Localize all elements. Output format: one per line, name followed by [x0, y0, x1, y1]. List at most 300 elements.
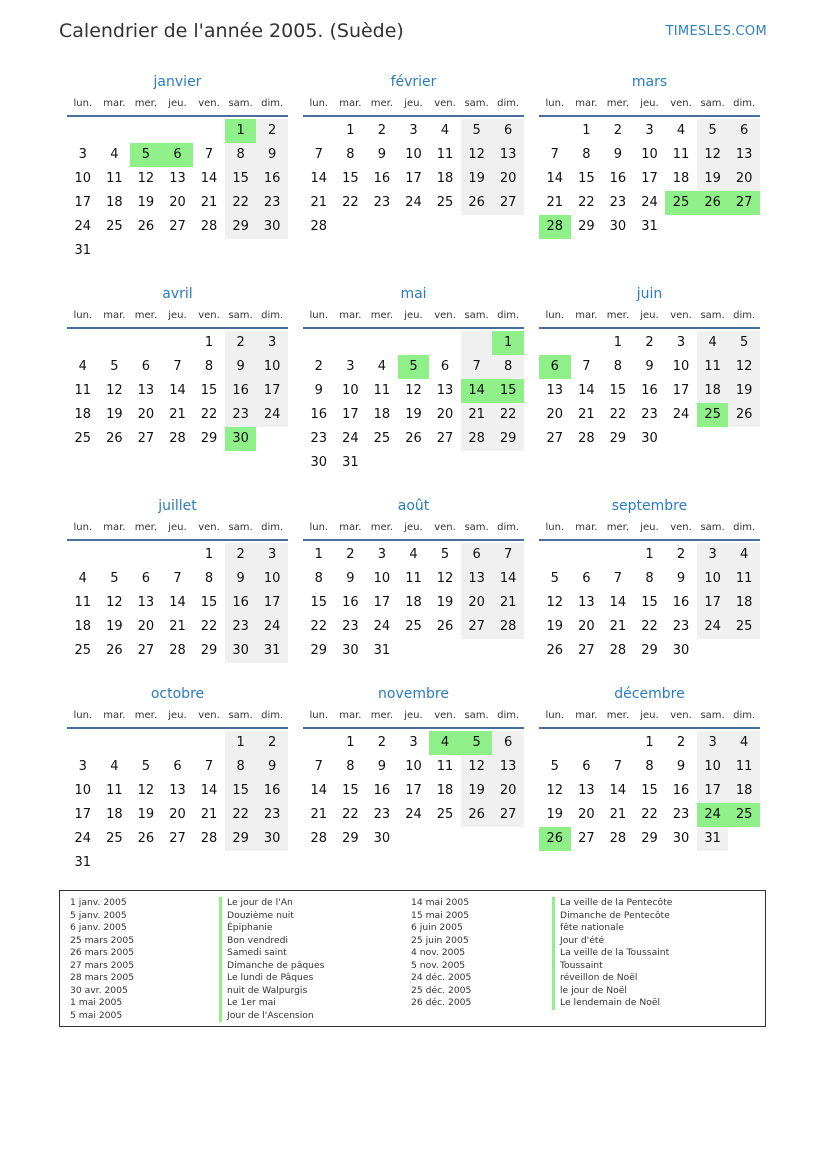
weekday-label: lun.	[309, 98, 329, 109]
day-cell: 17	[342, 407, 359, 422]
day-cell: 18	[405, 595, 422, 610]
day-cell: 21	[609, 619, 627, 634]
weekday-label: lun.	[545, 98, 565, 109]
day-cell: 12	[106, 383, 123, 398]
day-cell: 25	[405, 619, 422, 634]
weekday-label: mar.	[575, 522, 598, 533]
day-cell: 25	[74, 431, 92, 446]
day-cell: 27	[578, 643, 595, 658]
day-cell: 13	[578, 783, 595, 798]
day-cell: 17	[641, 171, 658, 186]
day-cell: 24	[697, 615, 729, 639]
day-cell: 3	[645, 123, 654, 138]
empty-cell	[193, 851, 225, 875]
day-cell: 2	[645, 335, 654, 350]
day-cell: 7	[582, 359, 591, 374]
legend-entry: 27 mars 2005	[70, 959, 135, 971]
legend-names-col1	[219, 897, 324, 1022]
day-cell: 16	[672, 783, 690, 798]
day-cell: 1	[645, 547, 654, 562]
day-cell: 3	[409, 735, 418, 750]
day-cell: 23	[373, 195, 391, 210]
day-cell: 31	[697, 827, 729, 851]
empty-cell	[99, 851, 131, 875]
day-cell: 25	[106, 219, 123, 234]
weekday-label: ven.	[670, 522, 692, 533]
empty-cell	[571, 331, 603, 355]
day-cell: 27	[728, 191, 760, 215]
day-cell: 27	[492, 803, 524, 827]
weekday-label: mar.	[339, 98, 362, 109]
day-cell: 23	[225, 615, 257, 639]
legend-names-col2	[552, 897, 672, 1010]
day-cell: 16	[225, 591, 257, 615]
day-cell: 29	[492, 427, 524, 451]
day-cell: 12	[546, 595, 564, 610]
weekday-label: dim.	[733, 310, 756, 321]
legend-entry: 5 nov. 2005	[411, 959, 466, 971]
day-cell: 6	[492, 119, 524, 143]
day-cell: 6	[582, 759, 591, 774]
day-cell: 26	[697, 191, 729, 215]
weekday-label: ven.	[670, 710, 692, 721]
legend-entry: 14 mai 2005	[411, 897, 470, 908]
day-cell: 7	[173, 359, 182, 374]
day-cell: 20	[578, 807, 595, 822]
day-cell: 23	[672, 807, 690, 822]
day-cell: 17	[256, 379, 288, 403]
day-cell: 30	[342, 643, 359, 658]
day-cell: 27	[492, 191, 524, 215]
day-cell: 20	[169, 195, 186, 210]
day-cell: 31	[74, 243, 92, 258]
legend-dates-col1	[70, 897, 134, 1022]
month-2	[539, 72, 760, 239]
empty-cell	[256, 427, 288, 451]
day-cell: 13	[546, 383, 564, 398]
weekday-label: lun.	[73, 710, 93, 721]
day-cell: 29	[609, 431, 627, 446]
day-grid	[303, 731, 524, 851]
day-cell: 7	[492, 543, 524, 567]
day-cell: 28	[461, 427, 493, 451]
legend-entry: Douzième nuit	[219, 910, 324, 923]
day-cell: 20	[728, 167, 760, 191]
empty-cell	[225, 239, 257, 263]
day-cell: 12	[728, 355, 760, 379]
day-cell: 26	[728, 403, 760, 427]
day-cell: 5	[130, 143, 162, 167]
day-cell: 19	[461, 167, 493, 191]
empty-cell	[398, 215, 430, 239]
day-cell: 2	[676, 735, 686, 750]
day-cell: 28	[539, 215, 571, 239]
empty-cell	[303, 731, 335, 755]
weekday-label: ven.	[670, 98, 692, 109]
day-cell: 12	[137, 783, 155, 798]
day-cell: 9	[676, 571, 686, 586]
day-cell: 31	[342, 455, 359, 470]
empty-cell	[571, 731, 603, 755]
day-cell: 26	[106, 643, 123, 658]
weekday-label: mar.	[575, 98, 598, 109]
weekday-label: lun.	[309, 710, 329, 721]
day-cell: 4	[78, 359, 87, 374]
legend-entry: 6 janv. 2005	[70, 922, 127, 933]
empty-cell	[335, 331, 367, 355]
empty-cell	[67, 543, 99, 567]
empty-cell	[728, 827, 760, 851]
day-cell: 28	[169, 643, 186, 658]
weekday-label: jeu.	[404, 98, 423, 109]
weekday-label: sam.	[228, 310, 253, 321]
day-cell: 22	[200, 619, 218, 634]
day-cell: 26	[436, 619, 454, 634]
day-cell: 4	[78, 571, 87, 586]
legend-entry: 26 mars 2005	[70, 947, 135, 958]
weekday-label: mar.	[575, 710, 598, 721]
weekday-label: sam.	[464, 522, 489, 533]
day-cell: 7	[550, 147, 559, 162]
day-cell: 13	[578, 595, 595, 610]
day-cell: 29	[641, 831, 658, 846]
empty-cell	[162, 331, 194, 355]
weekday-header	[303, 97, 524, 117]
day-cell: 24	[373, 619, 391, 634]
empty-cell	[130, 119, 162, 143]
day-cell: 18	[373, 407, 391, 422]
day-cell: 10	[342, 383, 359, 398]
day-cell: 16	[342, 595, 359, 610]
day-grid	[303, 543, 524, 663]
legend-entry: La veille de la Toussaint	[552, 947, 672, 960]
day-cell: 27	[546, 431, 564, 446]
month-11	[539, 684, 760, 851]
day-cell: 30	[641, 431, 658, 446]
month-name: mai	[400, 286, 427, 302]
day-cell: 13	[492, 755, 524, 779]
weekday-label: mer.	[370, 310, 394, 321]
weekday-label: mer.	[606, 522, 630, 533]
empty-cell	[398, 827, 430, 851]
day-cell: 22	[492, 403, 524, 427]
legend-entry: 25 déc. 2005	[411, 984, 472, 996]
day-cell: 5	[550, 571, 559, 586]
legend-entry: Jour d'été	[552, 935, 672, 948]
day-cell: 3	[256, 331, 288, 355]
day-cell: 29	[578, 219, 595, 234]
day-grid	[539, 119, 760, 239]
holiday-legend	[59, 890, 766, 1027]
day-cell: 18	[106, 195, 123, 210]
weekday-label: sam.	[228, 710, 253, 721]
day-cell: 24	[256, 615, 288, 639]
day-cell: 2	[256, 731, 288, 755]
day-cell: 9	[314, 383, 323, 398]
day-cell: 18	[106, 807, 123, 822]
day-cell: 27	[169, 219, 186, 234]
day-cell: 28	[200, 831, 218, 846]
day-cell: 22	[641, 807, 658, 822]
weekday-label: dim.	[733, 710, 756, 721]
weekday-label: lun.	[545, 522, 565, 533]
day-cell: 20	[436, 407, 454, 422]
day-cell: 26	[461, 191, 493, 215]
day-cell: 5	[550, 759, 559, 774]
day-cell: 10	[405, 147, 422, 162]
day-cell: 16	[256, 779, 288, 803]
day-cell: 19	[461, 779, 493, 803]
empty-cell	[225, 851, 257, 875]
empty-cell	[256, 239, 288, 263]
day-cell: 11	[728, 755, 760, 779]
day-cell: 24	[256, 403, 288, 427]
weekday-label: mer.	[606, 710, 630, 721]
day-cell: 2	[225, 543, 257, 567]
weekday-label: mer.	[370, 522, 394, 533]
empty-cell	[162, 119, 194, 143]
day-cell: 29	[310, 643, 328, 658]
empty-cell	[429, 215, 461, 239]
weekday-label: mer.	[134, 310, 158, 321]
day-cell: 14	[609, 783, 627, 798]
day-cell: 23	[672, 619, 690, 634]
day-cell: 7	[314, 147, 323, 162]
month-5	[539, 284, 760, 451]
month-4	[303, 284, 524, 475]
weekday-label: jeu.	[640, 98, 659, 109]
day-cell: 22	[342, 807, 359, 822]
day-cell: 14	[310, 783, 328, 798]
day-cell: 29	[225, 827, 257, 851]
day-cell: 24	[405, 195, 422, 210]
day-cell: 13	[169, 171, 186, 186]
day-cell: 13	[728, 143, 760, 167]
weekday-label: mar.	[339, 522, 362, 533]
weekday-header	[303, 709, 524, 729]
day-cell: 11	[74, 595, 92, 610]
weekday-label: lun.	[545, 310, 565, 321]
weekday-label: lun.	[73, 522, 93, 533]
day-cell: 19	[405, 407, 422, 422]
day-cell: 21	[200, 195, 218, 210]
empty-cell	[539, 331, 571, 355]
month-7	[303, 496, 524, 663]
day-cell: 20	[546, 407, 564, 422]
day-cell: 16	[310, 407, 328, 422]
day-cell: 13	[436, 383, 454, 398]
day-cell: 22	[578, 195, 595, 210]
brand-link[interactable]: TIMESLES.COM	[665, 24, 767, 39]
day-cell: 31	[641, 219, 658, 234]
day-cell: 18	[728, 591, 760, 615]
day-cell: 14	[169, 595, 186, 610]
day-cell: 25	[106, 831, 123, 846]
empty-cell	[398, 331, 430, 355]
day-cell: 21	[169, 619, 186, 634]
day-cell: 6	[539, 355, 571, 379]
day-cell: 10	[256, 567, 288, 591]
day-cell: 5	[461, 731, 493, 755]
day-cell: 28	[609, 831, 627, 846]
day-cell: 21	[310, 807, 328, 822]
day-cell: 21	[492, 591, 524, 615]
day-cell: 19	[697, 167, 729, 191]
day-cell: 10	[74, 171, 92, 186]
day-cell: 2	[256, 119, 288, 143]
day-cell: 1	[613, 335, 623, 350]
weekday-label: mer.	[134, 522, 158, 533]
legend-entry: Le jour de l'An	[219, 897, 324, 910]
weekday-label: lun.	[545, 710, 565, 721]
day-cell: 2	[676, 547, 686, 562]
weekday-label: ven.	[198, 710, 220, 721]
weekday-label: ven.	[198, 98, 220, 109]
day-cell: 8	[204, 571, 214, 586]
day-cell: 8	[204, 359, 214, 374]
day-grid	[303, 331, 524, 475]
day-cell: 21	[609, 807, 627, 822]
day-cell: 4	[728, 543, 760, 567]
day-cell: 15	[225, 779, 257, 803]
day-cell: 19	[436, 595, 454, 610]
empty-cell	[162, 239, 194, 263]
weekday-label: ven.	[198, 310, 220, 321]
day-cell: 26	[539, 827, 571, 851]
weekday-label: sam.	[700, 310, 725, 321]
day-cell: 9	[256, 755, 288, 779]
day-cell: 25	[373, 431, 391, 446]
month-name: juillet	[158, 498, 197, 514]
day-cell: 9	[256, 143, 288, 167]
day-cell: 7	[204, 759, 214, 774]
day-cell: 20	[492, 779, 524, 803]
empty-cell	[303, 119, 335, 143]
legend-entry: Dimanche de pâques	[219, 960, 324, 973]
day-cell: 16	[373, 783, 391, 798]
month-name: mars	[631, 74, 668, 90]
weekday-label: sam.	[700, 522, 725, 533]
weekday-label: dim.	[261, 522, 284, 533]
day-cell: 28	[578, 431, 595, 446]
legend-entry: le jour de Noël	[552, 985, 672, 998]
weekday-label: mar.	[103, 310, 126, 321]
weekday-label: jeu.	[168, 522, 187, 533]
day-cell: 2	[346, 547, 355, 562]
day-cell: 23	[256, 191, 288, 215]
day-cell: 12	[405, 383, 422, 398]
weekday-label: lun.	[309, 522, 329, 533]
day-cell: 31	[373, 643, 391, 658]
legend-entry: 25 juin 2005	[411, 934, 469, 946]
empty-cell	[366, 451, 398, 475]
empty-cell	[461, 827, 493, 851]
day-grid	[67, 331, 288, 451]
month-1	[303, 72, 524, 239]
day-cell: 21	[310, 195, 328, 210]
day-cell: 1	[225, 731, 257, 755]
day-cell: 30	[672, 643, 690, 658]
day-cell: 14	[310, 171, 328, 186]
day-cell: 24	[74, 831, 92, 846]
day-cell: 18	[672, 171, 690, 186]
legend-entry: 6 juin 2005	[411, 922, 463, 933]
weekday-label: ven.	[434, 522, 456, 533]
day-cell: 9	[676, 759, 686, 774]
day-cell: 31	[256, 639, 288, 663]
day-cell: 16	[256, 167, 288, 191]
day-cell: 8	[582, 147, 591, 162]
legend-entry: 24 déc. 2005	[411, 972, 472, 983]
day-cell: 16	[609, 171, 627, 186]
empty-cell	[461, 451, 493, 475]
day-cell: 30	[256, 215, 288, 239]
day-cell: 10	[697, 755, 729, 779]
day-cell: 28	[169, 431, 186, 446]
day-cell: 15	[225, 167, 257, 191]
weekday-label: mar.	[103, 522, 126, 533]
empty-cell	[99, 331, 131, 355]
day-cell: 24	[672, 407, 690, 422]
day-cell: 5	[398, 355, 430, 379]
day-grid	[303, 119, 524, 239]
day-cell: 10	[641, 147, 658, 162]
empty-cell	[539, 731, 571, 755]
empty-cell	[461, 639, 493, 663]
day-cell: 26	[137, 831, 155, 846]
day-cell: 4	[728, 731, 760, 755]
day-cell: 20	[578, 619, 595, 634]
day-cell: 4	[429, 731, 461, 755]
day-cell: 1	[314, 547, 323, 562]
day-cell: 6	[141, 571, 151, 586]
day-cell: 3	[78, 759, 87, 774]
empty-cell	[99, 119, 131, 143]
empty-cell	[67, 731, 99, 755]
day-cell: 25	[436, 807, 454, 822]
legend-entry: Dimanche de Pentecôte	[552, 910, 672, 923]
day-cell: 21	[461, 403, 493, 427]
day-cell: 14	[461, 379, 493, 403]
day-cell: 17	[405, 171, 422, 186]
weekday-label: dim.	[497, 522, 520, 533]
day-cell: 25	[74, 643, 92, 658]
day-cell: 2	[314, 359, 323, 374]
day-cell: 7	[613, 759, 623, 774]
day-cell: 21	[546, 195, 564, 210]
month-name: février	[390, 74, 437, 90]
day-cell: 9	[613, 147, 623, 162]
day-cell: 27	[461, 615, 493, 639]
weekday-label: jeu.	[168, 710, 187, 721]
day-cell: 2	[377, 735, 387, 750]
day-cell: 19	[137, 195, 155, 210]
day-cell: 2	[377, 123, 387, 138]
day-cell: 14	[169, 383, 186, 398]
day-cell: 1	[492, 331, 524, 355]
empty-cell	[697, 427, 729, 451]
day-cell: 19	[546, 807, 564, 822]
month-name: juin	[636, 286, 663, 302]
day-grid	[539, 543, 760, 663]
month-9	[67, 684, 288, 875]
day-cell: 28	[310, 831, 328, 846]
empty-cell	[492, 451, 524, 475]
day-cell: 13	[137, 595, 155, 610]
day-cell: 1	[204, 547, 214, 562]
weekday-label: mar.	[103, 710, 126, 721]
empty-cell	[429, 827, 461, 851]
